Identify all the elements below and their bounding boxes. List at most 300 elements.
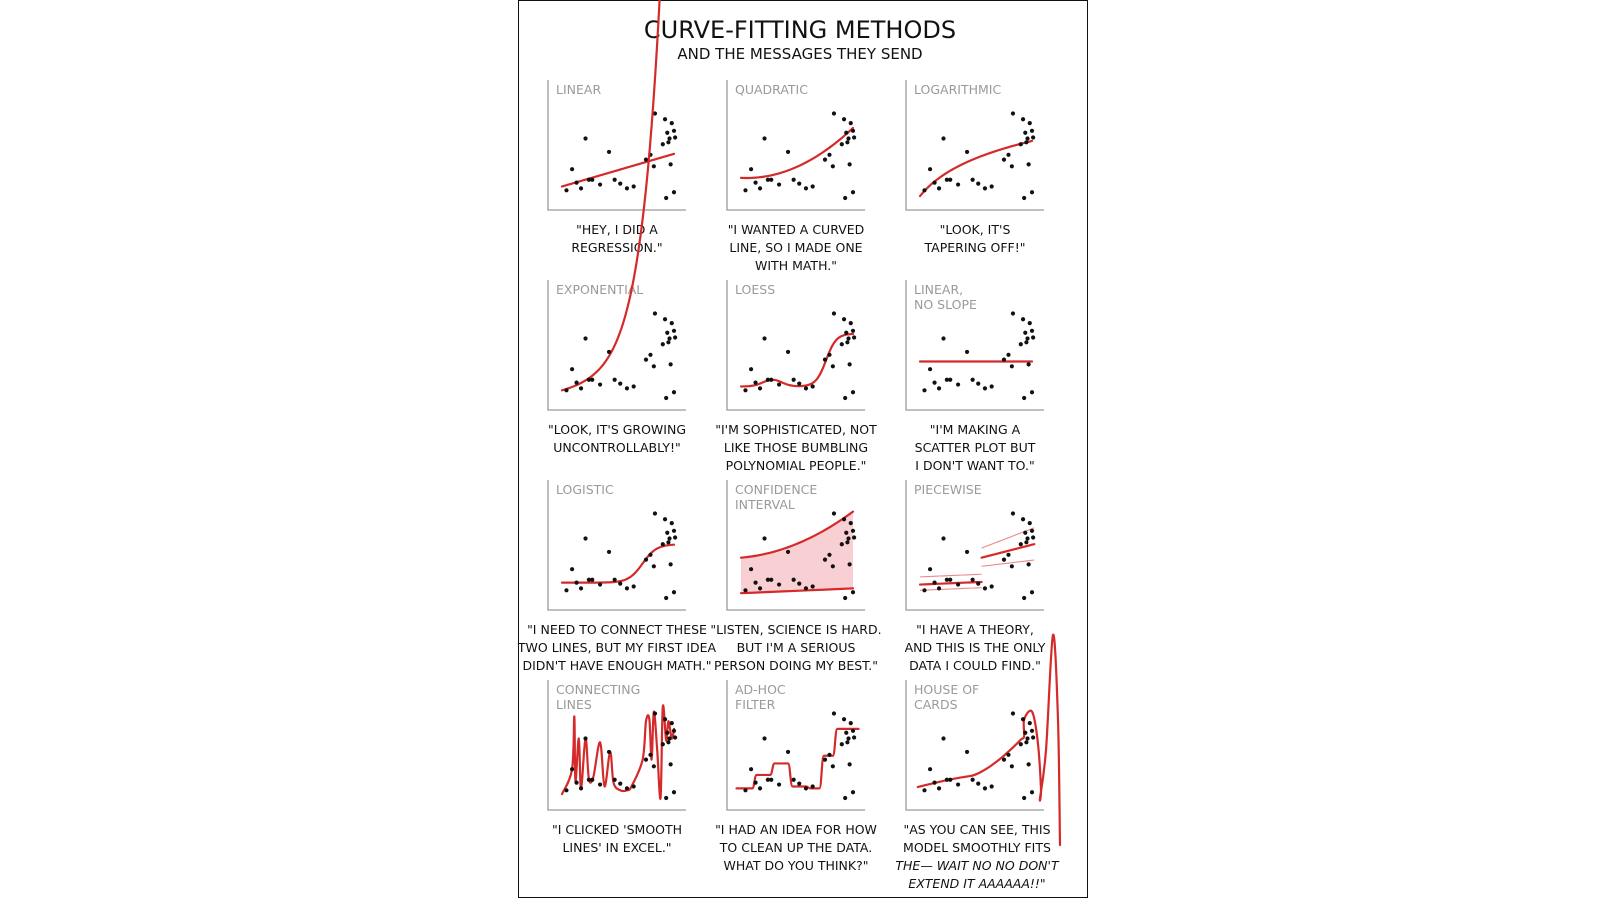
data-point: [845, 540, 849, 544]
data-point: [583, 136, 587, 140]
data-point: [843, 196, 847, 200]
data-point: [1011, 111, 1015, 115]
data-point: [797, 182, 801, 186]
data-point: [1022, 396, 1026, 400]
data-point: [648, 353, 652, 357]
data-point: [613, 778, 617, 782]
data-point: [574, 381, 578, 385]
fit-line: [562, 705, 674, 799]
panel-label: LOGARITHMIC: [914, 82, 1002, 97]
data-point: [852, 735, 856, 739]
data-point: [1028, 521, 1032, 525]
data-point: [845, 740, 849, 744]
data-point: [971, 578, 975, 582]
data-point: [804, 586, 808, 590]
data-point: [564, 588, 568, 592]
data-point: [762, 336, 766, 340]
scatter-points: [922, 311, 1035, 400]
data-point: [663, 717, 667, 721]
data-point: [1030, 329, 1034, 333]
data-point: [672, 590, 676, 594]
data-point: [948, 178, 952, 182]
data-point: [851, 390, 855, 394]
data-point: [990, 784, 994, 788]
panel-label: PIECEWISE: [914, 482, 982, 497]
panel-label: LINEAR: [556, 82, 602, 97]
data-point: [666, 540, 670, 544]
data-point: [769, 578, 773, 582]
data-point: [845, 140, 849, 144]
data-point: [851, 790, 855, 794]
data-point: [832, 111, 836, 115]
data-point: [851, 529, 855, 533]
data-point: [922, 188, 926, 192]
data-point: [823, 158, 827, 162]
data-point: [792, 378, 796, 382]
panel-confidence-interval: [710, 480, 881, 673]
panel-caption: "I WANTED A CURVED: [727, 222, 865, 237]
data-point: [804, 186, 808, 190]
data-point: [564, 788, 568, 792]
data-point: [667, 136, 671, 140]
data-point: [932, 181, 936, 185]
data-point: [846, 736, 850, 740]
data-point: [1024, 340, 1028, 344]
plot-axes: [548, 80, 686, 210]
data-point: [1002, 558, 1006, 562]
data-point: [1011, 511, 1015, 515]
data-point: [832, 311, 836, 315]
data-point: [1031, 735, 1035, 739]
data-point: [844, 531, 848, 535]
data-point: [652, 164, 656, 168]
data-point: [823, 758, 827, 762]
data-point: [583, 536, 587, 540]
data-point: [1021, 517, 1025, 521]
data-point: [956, 782, 960, 786]
plot-axes: [548, 280, 686, 410]
data-point: [1030, 390, 1034, 394]
data-point: [672, 129, 676, 133]
data-point: [667, 536, 671, 540]
data-point: [666, 340, 670, 344]
data-point: [665, 531, 669, 535]
data-point: [653, 711, 657, 715]
data-point: [670, 521, 674, 525]
fit-segment-2-lower: [982, 560, 1035, 566]
panel-caption: THE— WAIT NO NO DON'T: [895, 858, 1059, 873]
data-point: [672, 729, 676, 733]
data-point: [663, 117, 667, 121]
data-point: [1025, 536, 1029, 540]
data-point: [941, 336, 945, 340]
data-point: [1027, 362, 1031, 366]
data-point: [976, 182, 980, 186]
data-point: [670, 321, 674, 325]
data-point: [941, 736, 945, 740]
data-point: [948, 778, 952, 782]
data-point: [971, 778, 975, 782]
data-point: [570, 767, 574, 771]
data-point: [1023, 131, 1027, 135]
data-point: [661, 142, 665, 146]
fit-segment-1-upper: [920, 574, 982, 577]
data-point: [965, 750, 969, 754]
panel-label: LOESS: [735, 282, 776, 297]
data-point: [842, 517, 846, 521]
data-point: [983, 586, 987, 590]
data-point: [749, 767, 753, 771]
panel-connecting-lines: [548, 680, 686, 855]
panel-linear-no-slope: [906, 280, 1044, 473]
data-point: [607, 350, 611, 354]
data-point: [932, 381, 936, 385]
data-point: [827, 553, 831, 557]
data-point: [844, 331, 848, 335]
panel-caption: LIKE THOSE BUMBLING: [723, 440, 869, 455]
data-point: [625, 186, 629, 190]
data-point: [673, 135, 677, 139]
data-point: [669, 762, 673, 766]
data-point: [1027, 562, 1031, 566]
panel-caption: "AS YOU CAN SEE, THIS: [903, 822, 1051, 837]
scatter-points: [922, 711, 1035, 800]
panel-caption: WITH MATH.": [755, 258, 837, 273]
data-point: [590, 378, 594, 382]
data-point: [1002, 358, 1006, 362]
data-point: [618, 582, 622, 586]
data-point: [1011, 711, 1015, 715]
fit-line: [562, 154, 674, 187]
data-point: [849, 521, 853, 525]
data-point: [851, 129, 855, 133]
data-point: [749, 567, 753, 571]
data-point: [753, 181, 757, 185]
data-point: [844, 131, 848, 135]
data-point: [762, 536, 766, 540]
data-point: [831, 764, 835, 768]
data-point: [1025, 336, 1029, 340]
data-point: [827, 753, 831, 757]
data-point: [786, 350, 790, 354]
data-point: [956, 382, 960, 386]
scatter-points: [564, 111, 677, 200]
data-point: [965, 550, 969, 554]
data-point: [1027, 762, 1031, 766]
panel-caption: MODEL SMOOTHLY FITS: [903, 840, 1051, 855]
data-point: [777, 182, 781, 186]
panel-caption: "I'M MAKING A: [929, 422, 1021, 437]
data-point: [574, 581, 578, 585]
data-point: [1022, 796, 1026, 800]
data-point: [669, 562, 673, 566]
data-point: [811, 384, 815, 388]
data-point: [786, 150, 790, 154]
data-point: [669, 162, 673, 166]
data-point: [852, 535, 856, 539]
data-point: [1019, 342, 1023, 346]
data-point: [804, 386, 808, 390]
data-point: [1030, 790, 1034, 794]
data-point: [832, 511, 836, 515]
data-point: [743, 188, 747, 192]
data-point: [777, 582, 781, 586]
data-point: [653, 511, 657, 515]
data-point: [849, 321, 853, 325]
data-point: [848, 162, 852, 166]
data-point: [672, 790, 676, 794]
data-point: [1002, 158, 1006, 162]
data-point: [598, 182, 602, 186]
data-point: [1010, 364, 1014, 368]
data-point: [1025, 136, 1029, 140]
data-point: [990, 184, 994, 188]
data-point: [937, 186, 941, 190]
data-point: [811, 184, 815, 188]
data-point: [625, 586, 629, 590]
data-point: [1011, 311, 1015, 315]
data-point: [670, 721, 674, 725]
panel-caption: "I HAVE A THEORY,: [916, 622, 1034, 637]
data-point: [583, 736, 587, 740]
data-point: [667, 736, 671, 740]
panel-caption: SCATTER PLOT BUT: [914, 440, 1036, 455]
panel-label: LOGISTIC: [556, 482, 614, 497]
data-point: [672, 390, 676, 394]
data-point: [831, 364, 835, 368]
data-point: [1028, 121, 1032, 125]
data-point: [673, 735, 677, 739]
data-point: [941, 536, 945, 540]
data-point: [663, 517, 667, 521]
panel-label: CARDS: [914, 697, 958, 712]
panel-logistic: [517, 480, 717, 673]
panel-caption: "I HAD AN IDEA FOR HOW: [715, 822, 877, 837]
data-point: [1010, 764, 1014, 768]
plot-axes: [727, 280, 865, 410]
data-point: [632, 384, 636, 388]
data-point: [827, 353, 831, 357]
data-point: [743, 388, 747, 392]
panel-label: LINEAR,: [914, 282, 964, 297]
data-point: [976, 782, 980, 786]
fit-segment-1-lower: [920, 588, 982, 591]
data-point: [1006, 153, 1010, 157]
data-point: [845, 340, 849, 344]
data-point: [663, 317, 667, 321]
scatter-points: [922, 111, 1035, 200]
data-point: [598, 582, 602, 586]
data-point: [758, 586, 762, 590]
data-point: [827, 153, 831, 157]
data-point: [564, 188, 568, 192]
data-point: [1030, 190, 1034, 194]
data-point: [769, 778, 773, 782]
data-point: [1023, 531, 1027, 535]
data-point: [792, 578, 796, 582]
data-point: [843, 596, 847, 600]
data-point: [1031, 135, 1035, 139]
data-point: [851, 729, 855, 733]
data-point: [990, 384, 994, 388]
fit-line: [562, 0, 674, 390]
data-point: [1027, 162, 1031, 166]
data-point: [769, 178, 773, 182]
data-point: [797, 582, 801, 586]
comic-subtitle: AND THE MESSAGES THEY SEND: [677, 45, 923, 63]
data-point: [842, 117, 846, 121]
data-point: [840, 742, 844, 746]
data-point: [743, 788, 747, 792]
data-point: [983, 186, 987, 190]
data-point: [583, 336, 587, 340]
data-point: [956, 582, 960, 586]
data-point: [666, 740, 670, 744]
data-point: [653, 311, 657, 315]
fit-line: [562, 545, 674, 583]
panel-caption: WHAT DO YOU THINK?": [723, 858, 869, 873]
data-point: [1006, 353, 1010, 357]
data-point: [661, 342, 665, 346]
data-point: [618, 382, 622, 386]
panel-loess: [715, 280, 877, 473]
data-point: [1028, 321, 1032, 325]
panel-caption: UNCONTROLLABLY!": [553, 440, 681, 455]
data-point: [753, 381, 757, 385]
data-point: [948, 578, 952, 582]
panel-linear: [548, 80, 686, 255]
data-point: [843, 396, 847, 400]
scatter-points: [922, 511, 1035, 600]
panel-caption: "I CLICKED 'SMOOTH: [551, 822, 683, 837]
panel-label: QUADRATIC: [735, 82, 808, 97]
panel-caption: EXTEND IT AAAAAA!!": [908, 876, 1046, 891]
data-point: [1019, 142, 1023, 146]
panel-label: NO SLOPE: [914, 297, 977, 312]
panel-caption: I DON'T WANT TO.": [915, 458, 1035, 473]
panel-caption: LINES' IN EXCEL.": [562, 840, 672, 855]
panel-caption: LINE, SO I MADE ONE: [729, 240, 863, 255]
data-point: [632, 184, 636, 188]
data-point: [849, 121, 853, 125]
data-point: [922, 388, 926, 392]
data-point: [672, 529, 676, 533]
scatter-points: [564, 511, 677, 600]
panel-caption: PERSON DOING MY BEST.": [713, 658, 879, 673]
panel-caption: AND THIS IS THE ONLY: [904, 640, 1046, 655]
data-point: [743, 588, 747, 592]
data-point: [971, 378, 975, 382]
data-point: [590, 178, 594, 182]
data-point: [848, 762, 852, 766]
panel-caption: "I NEED TO CONNECT THESE: [527, 622, 707, 637]
panel-logarithmic: [906, 80, 1044, 255]
data-point: [1022, 596, 1026, 600]
panel-caption: REGRESSION.": [571, 240, 663, 255]
data-point: [843, 796, 847, 800]
data-point: [1021, 317, 1025, 321]
data-point: [941, 136, 945, 140]
panel-label: AD-HOC: [735, 682, 786, 697]
data-point: [762, 736, 766, 740]
panel-label: EXPONENTIAL: [556, 282, 644, 297]
data-point: [570, 167, 574, 171]
scatter-points: [564, 311, 677, 400]
data-point: [749, 367, 753, 371]
data-point: [1030, 729, 1034, 733]
data-point: [579, 786, 583, 790]
data-point: [1022, 196, 1026, 200]
fit-line: [737, 729, 859, 789]
data-point: [823, 558, 827, 562]
data-point: [574, 181, 578, 185]
data-point: [669, 362, 673, 366]
data-point: [777, 382, 781, 386]
data-point: [613, 178, 617, 182]
data-point: [831, 164, 835, 168]
data-point: [937, 586, 941, 590]
data-point: [922, 788, 926, 792]
plot-axes: [906, 80, 1044, 210]
data-point: [613, 378, 617, 382]
panel-caption: DATA I COULD FIND.": [909, 658, 1041, 673]
data-point: [1021, 117, 1025, 121]
data-point: [965, 150, 969, 154]
data-point: [948, 378, 952, 382]
data-point: [753, 781, 757, 785]
data-point: [965, 350, 969, 354]
data-point: [928, 767, 932, 771]
data-point: [769, 378, 773, 382]
data-point: [762, 136, 766, 140]
fit-line: [920, 141, 1032, 196]
panel-caption: "I'M SOPHISTICATED, NOT: [715, 422, 877, 437]
data-point: [673, 535, 677, 539]
data-point: [661, 742, 665, 746]
panel-piecewise: [905, 480, 1046, 673]
data-point: [648, 753, 652, 757]
data-point: [607, 550, 611, 554]
data-point: [590, 778, 594, 782]
data-point: [840, 342, 844, 346]
data-point: [851, 590, 855, 594]
data-point: [1024, 740, 1028, 744]
data-point: [1002, 758, 1006, 762]
data-point: [849, 721, 853, 725]
data-point: [632, 584, 636, 588]
data-point: [842, 317, 846, 321]
data-point: [932, 781, 936, 785]
data-point: [664, 796, 668, 800]
data-point: [749, 167, 753, 171]
panel-caption: TO CLEAN UP THE DATA.: [719, 840, 873, 855]
data-point: [848, 562, 852, 566]
data-point: [1030, 590, 1034, 594]
data-point: [851, 190, 855, 194]
data-point: [664, 396, 668, 400]
panel-caption: "LOOK, IT'S GROWING: [547, 422, 687, 437]
data-point: [644, 358, 648, 362]
data-point: [758, 786, 762, 790]
panel-caption: POLYNOMIAL PEOPLE.": [725, 458, 867, 473]
data-point: [1030, 529, 1034, 533]
data-point: [673, 335, 677, 339]
panel-label: LINES: [556, 697, 592, 712]
data-point: [758, 386, 762, 390]
data-point: [625, 386, 629, 390]
comic-title: CURVE-FITTING METHODS: [643, 16, 957, 44]
data-point: [971, 178, 975, 182]
